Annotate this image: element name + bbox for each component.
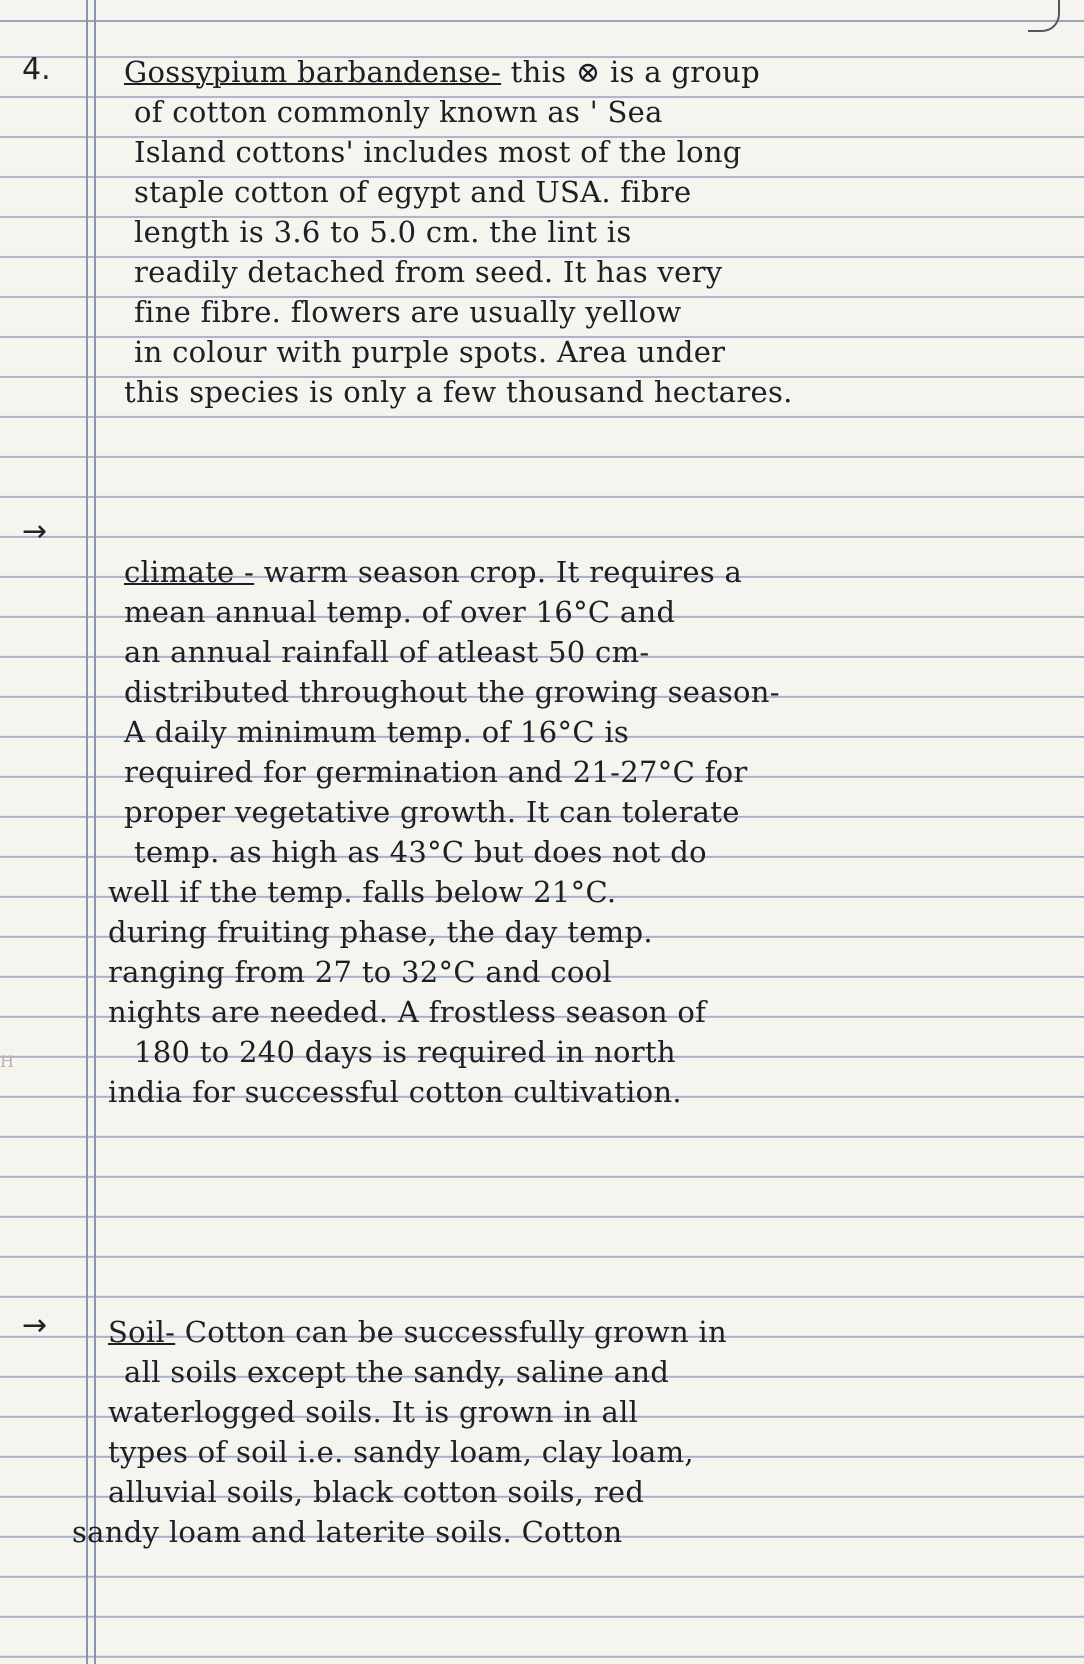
text-line: india for successful cotton cultivation. bbox=[108, 1075, 682, 1109]
margin-pencil-mark: H bbox=[0, 1052, 14, 1071]
text-line: Island cottons' includes most of the long bbox=[134, 135, 742, 169]
text-line: length is 3.6 to 5.0 cm. the lint is bbox=[134, 215, 632, 249]
text-line: during fruiting phase, the day temp. bbox=[108, 915, 653, 949]
section-soil bbox=[72, 1312, 1050, 1552]
section-heading: Gossypium barbandense- bbox=[124, 55, 502, 89]
text-line: 180 to 240 days is required in north bbox=[134, 1035, 676, 1069]
text-line-content: Cotton can be successfully grown in bbox=[184, 1315, 727, 1349]
text-line: of cotton commonly known as ' Sea bbox=[134, 95, 663, 129]
text-line: all soils except the sandy, saline and bbox=[124, 1355, 670, 1389]
text-line: fine fibre. flowers are usually yellow bbox=[134, 295, 682, 329]
top-rule bbox=[0, 20, 1084, 22]
text-line-content: this ⊗ is a group bbox=[510, 55, 760, 89]
text-line: readily detached from seed. It has very bbox=[134, 255, 723, 289]
text-line bbox=[108, 552, 1050, 592]
text-line: temp. as high as 43°C but does not do bbox=[134, 835, 707, 869]
text-line: nights are needed. A frostless season of bbox=[108, 995, 707, 1029]
page-corner-curl bbox=[1028, 0, 1060, 32]
section-climate bbox=[108, 552, 1050, 1112]
text-line: alluvial soils, black cotton soils, red bbox=[108, 1475, 645, 1509]
text-line-content: warm season crop. It requires a bbox=[263, 555, 743, 589]
text-line: distributed throughout the growing season- bbox=[124, 675, 780, 709]
text-line: in colour with purple spots. Area under bbox=[134, 335, 726, 369]
text-line: proper vegetative growth. It can tolerate bbox=[124, 795, 740, 829]
text-line: well if the temp. falls below 21°C. bbox=[108, 875, 617, 909]
text-line bbox=[108, 1312, 1050, 1352]
section-heading: Soil- bbox=[108, 1315, 176, 1349]
text-line: required for germination and 21-27°C for bbox=[124, 755, 748, 789]
section-heading: climate - bbox=[124, 555, 255, 589]
text-line: this species is only a few thousand hectares. bbox=[124, 375, 793, 409]
text-line: staple cotton of egypt and USA. fibre bbox=[134, 175, 692, 209]
text-line: waterlogged soils. It is grown in all bbox=[108, 1395, 639, 1429]
text-line bbox=[108, 52, 1050, 92]
text-line: mean annual temp. of over 16°C and bbox=[124, 595, 676, 629]
text-line: ranging from 27 to 32°C and cool bbox=[108, 955, 612, 989]
section-number-marker: 4. bbox=[22, 52, 51, 87]
text-line: sandy loam and laterite soils. Cotton bbox=[72, 1515, 623, 1549]
text-line: types of soil i.e. sandy loam, clay loam, bbox=[108, 1435, 694, 1469]
arrow-marker-soil: → bbox=[22, 1308, 48, 1343]
margin-line-right bbox=[94, 0, 96, 1664]
section-gossypium bbox=[108, 52, 1050, 412]
text-line: A daily minimum temp. of 16°C is bbox=[124, 715, 630, 749]
margin-line-left bbox=[86, 0, 88, 1664]
text-line: an annual rainfall of atleast 50 cm- bbox=[124, 635, 650, 669]
arrow-marker-climate: → bbox=[22, 514, 48, 549]
